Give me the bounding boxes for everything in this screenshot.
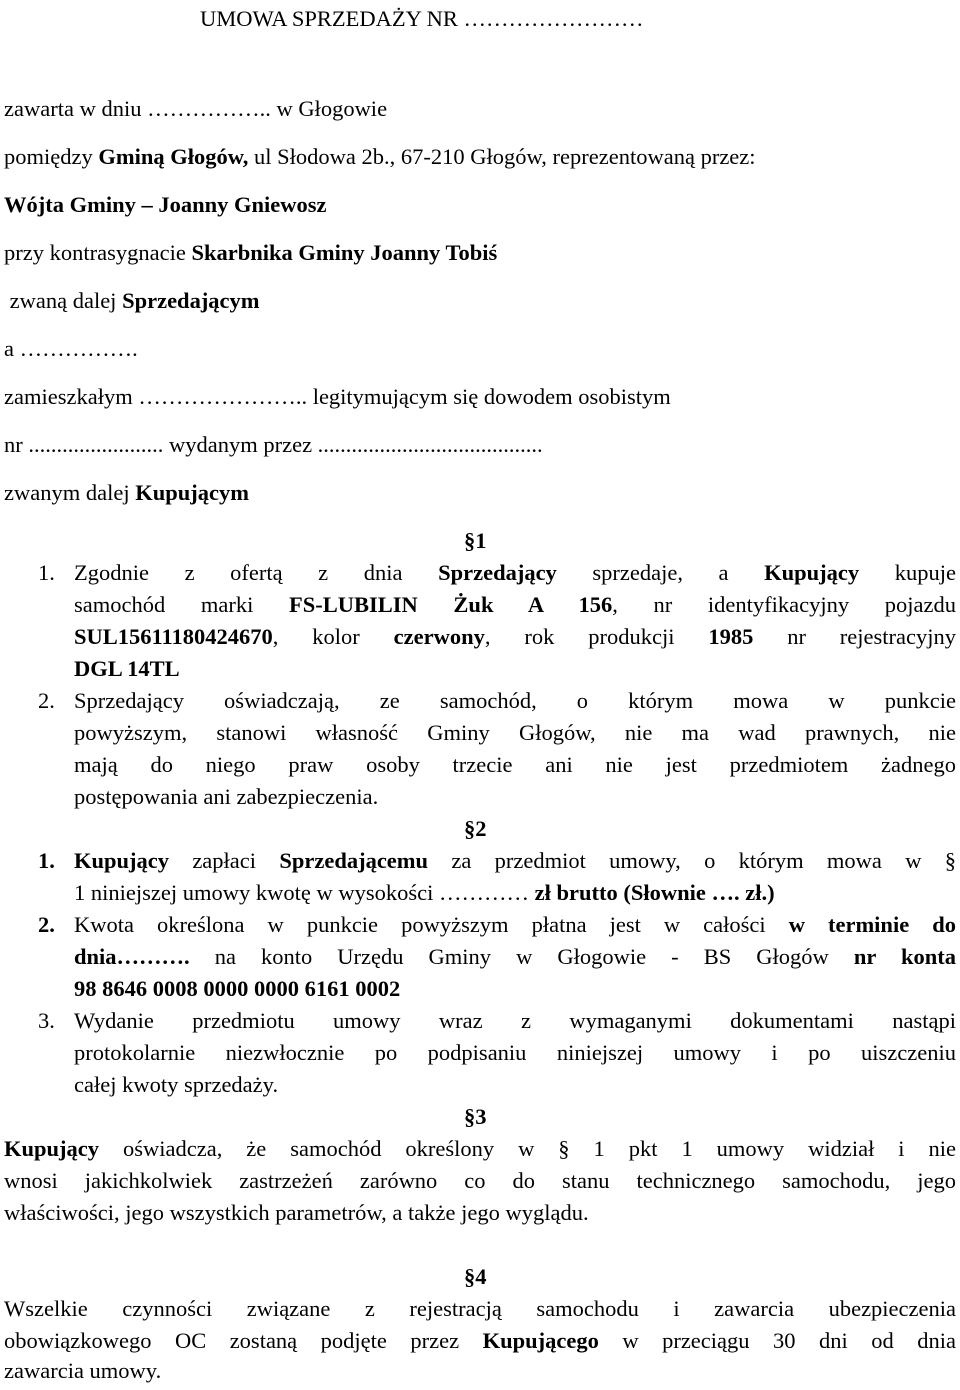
s2-pays-text: zapłaci <box>169 848 280 873</box>
s4-text-4: zawarcia umowy. <box>4 1358 162 1383</box>
s2-p2-line3 <box>74 974 956 1004</box>
s1-p2-line2 <box>74 718 956 748</box>
s2-p1-number <box>4 846 74 876</box>
buyer-placeholder: a ……………. <box>4 336 138 361</box>
intro-parties-text: pomiędzy <box>4 144 99 169</box>
s1-p1-number-text: 1. <box>38 560 55 585</box>
s1-year-label: , rok produkcji <box>484 624 709 649</box>
s2-p1-line1 <box>74 846 956 876</box>
section-3-header <box>464 1102 487 1132</box>
treasurer-name: Skarbnika Gminy Joanny Tobiś <box>191 240 498 265</box>
s1-vin-label: , nr identyfikacyjny pojazdu <box>612 592 956 617</box>
s2-p2-line2 <box>74 942 956 972</box>
s1-p1-text: Zgodnie z ofertą z dnia <box>74 560 439 585</box>
section-2-header-text: §2 <box>464 816 487 841</box>
s1-p1-text-3: kupuje <box>859 560 956 585</box>
seller-alias-label: zwaną dalej <box>4 288 123 313</box>
s2-p2-line1 <box>74 910 956 940</box>
s3-text-3: właściwości, jego wszystkich parametrów, a także jego wyglądu. <box>4 1200 589 1225</box>
s3-line2 <box>4 1166 956 1196</box>
s2-p2-number-text: 2. <box>38 912 55 937</box>
seller-name: Gminą Głogów, <box>98 144 249 169</box>
s4-text-2: obowiązkowego OC zostaną podjęte przez <box>4 1328 483 1353</box>
s1-buyer-term: Kupujący <box>764 560 860 585</box>
s1-p1-number <box>4 558 74 588</box>
s1-p2-text-3: mają do niego praw osoby trzecie ani nie jest przedmiotem żadnego <box>74 752 956 777</box>
s1-p2-number <box>4 686 74 716</box>
s2-deadline-label: w terminie do <box>788 912 956 937</box>
s1-p1-line2 <box>74 590 956 620</box>
document-title-text: UMOWA SPRZEDAŻY NR …………………… <box>200 6 644 31</box>
s1-p1-line4 <box>74 654 956 684</box>
intro-line-seller-alias <box>4 286 956 316</box>
s2-p3-text-2: protokolarnie niezwłocznie po podpisaniu niniejszej umowy i po uiszczeniu <box>74 1040 956 1065</box>
s1-color-label: , kolor <box>272 624 394 649</box>
s1-plate-label: nr rejestracyjny <box>753 624 956 649</box>
s1-p1-text-2: sprzedaje, a <box>556 560 765 585</box>
s3-text-1: oświadcza, że samochód określony w § 1 pkt 1 umowy widział i nie <box>99 1136 956 1161</box>
s2-account-label: nr konta <box>853 944 956 969</box>
section-4-header <box>464 1262 487 1292</box>
intro-line-and <box>4 334 956 364</box>
s4-text-1: Wszelkie czynności związane z rejestracją samochodu i zawarcia ubezpieczenia <box>4 1296 956 1321</box>
representative-name: Wójta Gminy – Joanny Gniewosz <box>4 192 327 217</box>
s3-text-2: wnosi jakichkolwiek zastrzeżeń zarówno co do stanu technicznego samochodu, jego <box>4 1168 956 1193</box>
buyer-residence: zamieszkałym ………………….. legitymującym się dowodem osobistym <box>4 384 671 409</box>
s2-p1-line2 <box>74 878 956 908</box>
s2-p3-text-1: Wydanie przedmiotu umowy wraz z wymaganymi dokumentami nastąpi <box>74 1008 956 1033</box>
s2-amount-words: zł brutto (Słownie …. zł.) <box>534 880 775 905</box>
intro-line-id <box>4 430 956 460</box>
s1-p2-text-1: Sprzedający oświadczają, ze samochód, o którym mowa w punkcie <box>74 688 956 713</box>
intro-line-parties <box>4 142 956 172</box>
s4-line1 <box>4 1294 956 1324</box>
s4-line2 <box>4 1326 956 1356</box>
s1-vehicle-model: FS-LUBILIN Żuk A 156 <box>289 592 613 617</box>
s2-subject-text: za przedmiot umowy, o którym mowa w § <box>428 848 956 873</box>
section-1-header <box>464 526 487 556</box>
s4-buyer-term: Kupującego <box>482 1328 599 1353</box>
s3-line3 <box>4 1198 956 1228</box>
s1-p2-line4 <box>74 782 956 812</box>
s1-plate: DGL 14TL <box>74 656 180 681</box>
document-title <box>200 4 956 34</box>
seller-alias: Sprzedającym <box>122 288 260 313</box>
s2-payment-text: Kwota określona w punkcie powyższym płatna jest w całości <box>74 912 789 937</box>
s1-seller-term: Sprzedający <box>438 560 557 585</box>
s1-p1-line1 <box>74 558 956 588</box>
s3-line1 <box>4 1134 956 1164</box>
s2-seller-term: Sprzedającemu <box>279 848 429 873</box>
buyer-alias-label: zwanym dalej <box>4 480 136 505</box>
section-4-header-text: §4 <box>464 1264 487 1289</box>
s1-p2-text-2: powyższym, stanowi własność Gminy Głogów, nie ma wad prawnych, nie <box>74 720 956 745</box>
s1-year: 1985 <box>708 624 754 649</box>
s1-color: czerwony <box>393 624 485 649</box>
s2-p3-number-text: 3. <box>38 1008 55 1033</box>
s2-account-number: 98 8646 0008 0000 0000 6161 0002 <box>74 976 401 1001</box>
s1-p2-line3 <box>74 750 956 780</box>
intro-line-representative <box>4 190 956 220</box>
s2-bank-text: na konto Urzędu Gminy w Głogowie - BS Głogów <box>189 944 854 969</box>
s2-p3-number <box>4 1006 74 1036</box>
s1-vin: SUL15611180424670 <box>74 624 273 649</box>
s2-p1-number-text: 1. <box>38 848 55 873</box>
s1-p2-text-4: postępowania ani zabezpieczenia. <box>74 784 379 809</box>
s2-p3-text-3: całej kwoty sprzedaży. <box>74 1072 279 1097</box>
countersign-label: przy kontrasygnacie <box>4 240 192 265</box>
buyer-alias: Kupującym <box>135 480 249 505</box>
intro-line-residence <box>4 382 956 412</box>
intro-date-text: zawarta w dniu …………….. w Głogowie <box>4 96 388 121</box>
s2-p3-line3 <box>74 1070 956 1100</box>
s1-p1-line3 <box>74 622 956 652</box>
section-2-header <box>464 814 487 844</box>
intro-line-date <box>4 94 956 124</box>
s1-vehicle-label: samochód marki <box>74 592 289 617</box>
s4-line3 <box>4 1356 956 1386</box>
s1-p2-line1 <box>74 686 956 716</box>
s2-amount-text: 1 niniejszej umowy kwotę w wysokości ………… <box>74 880 535 905</box>
seller-address: ul Słodowa 2b., 67-210 Głogów, reprezentowaną przez: <box>248 144 756 169</box>
section-1-header-text: §1 <box>464 528 487 553</box>
s2-buyer-term: Kupujący <box>74 848 170 873</box>
buyer-id: nr ........................ wydanym przez ........................................ <box>4 432 543 457</box>
s4-text-3: w przeciągu 30 dni od dnia <box>598 1328 956 1353</box>
s3-buyer-term: Kupujący <box>4 1136 100 1161</box>
s2-p3-line1 <box>74 1006 956 1036</box>
intro-line-buyer-alias <box>4 478 956 508</box>
section-3-header-text: §3 <box>464 1104 487 1129</box>
intro-line-countersign <box>4 238 956 268</box>
s1-p2-number-text: 2. <box>38 688 55 713</box>
s2-p2-number <box>4 910 74 940</box>
s2-deadline-date: dnia………. <box>74 944 190 969</box>
s2-p3-line2 <box>74 1038 956 1068</box>
